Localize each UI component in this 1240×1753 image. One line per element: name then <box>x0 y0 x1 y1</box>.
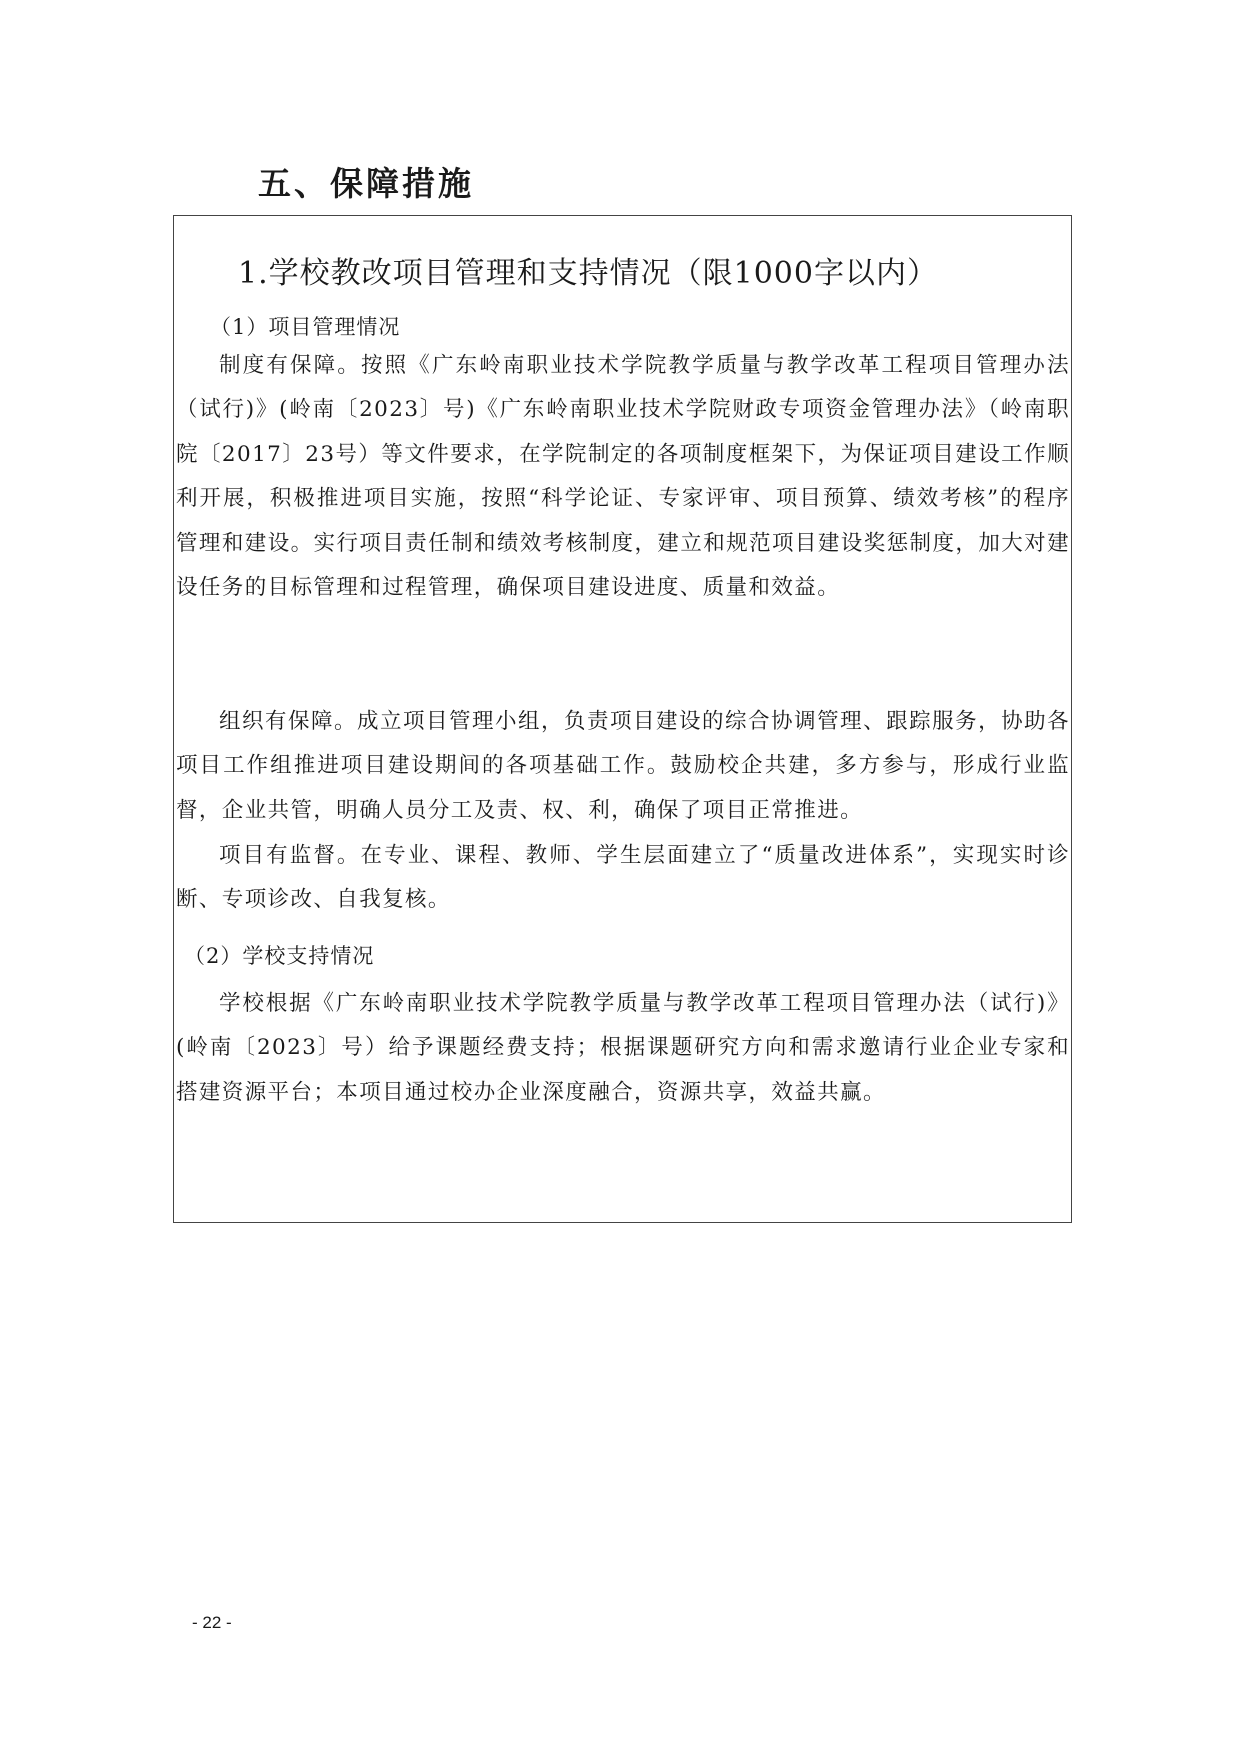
box-title: 1.学校教改项目管理和支持情况（限1000字以内） <box>238 256 938 291</box>
paragraph-system-guarantee: 制度有保障。按照《广东岭南职业技术学院教学质量与教学改革工程项目管理办法（试行)》(岭南〔2023〕号)《广东岭南职业技术学院财政专项资金管理办法》（岭南职院〔2017〕23号）等文件要求，在学院制定的各项制度框架下，为保证项目建设工作顺利开展，积极推进项目实施，按照“科学论证、专家评审、项目预算、绩效考核”的程序管理和建设。实行项目责任制和绩效考核制度，建立和规范项目建设奖惩制度，加大对建设任务的目标管理和过程管理，确保项目建设进度、质量和效益。 <box>176 353 1070 601</box>
paragraph-school-support: 学校根据《广东岭南职业技术学院教学质量与教学改革工程项目管理办法（试行)》(岭南〔2023〕号）给予课题经费支持；根据课题研究方向和需求邀请行业企业专家和搭建资源平台；本项目通过校办企业深度融合，资源共享，效益共赢。 <box>176 991 1070 1105</box>
content-box <box>173 215 1072 1223</box>
paragraph-project-supervision: 项目有监督。在专业、课程、教师、学生层面建立了“质量改进体系”，实现实时诊断、专项诊改、自我复核。 <box>176 843 1070 913</box>
section-heading: 五、保障措施 <box>258 164 474 203</box>
paragraph-organization-guarantee: 组织有保障。成立项目管理小组，负责项目建设的综合协调管理、跟踪服务，协助各项目工作组推进项目建设期间的各项基础工作。鼓励校企共建，多方参与，形成行业监督，企业共管，明确人员分工及责、权、利，确保了项目正常推进。 <box>176 709 1070 823</box>
subsection-2-heading: （2）学校支持情况 <box>184 944 375 968</box>
page-number: - 22 - <box>192 1613 232 1632</box>
subsection-1-heading: （1）项目管理情况 <box>210 315 401 339</box>
